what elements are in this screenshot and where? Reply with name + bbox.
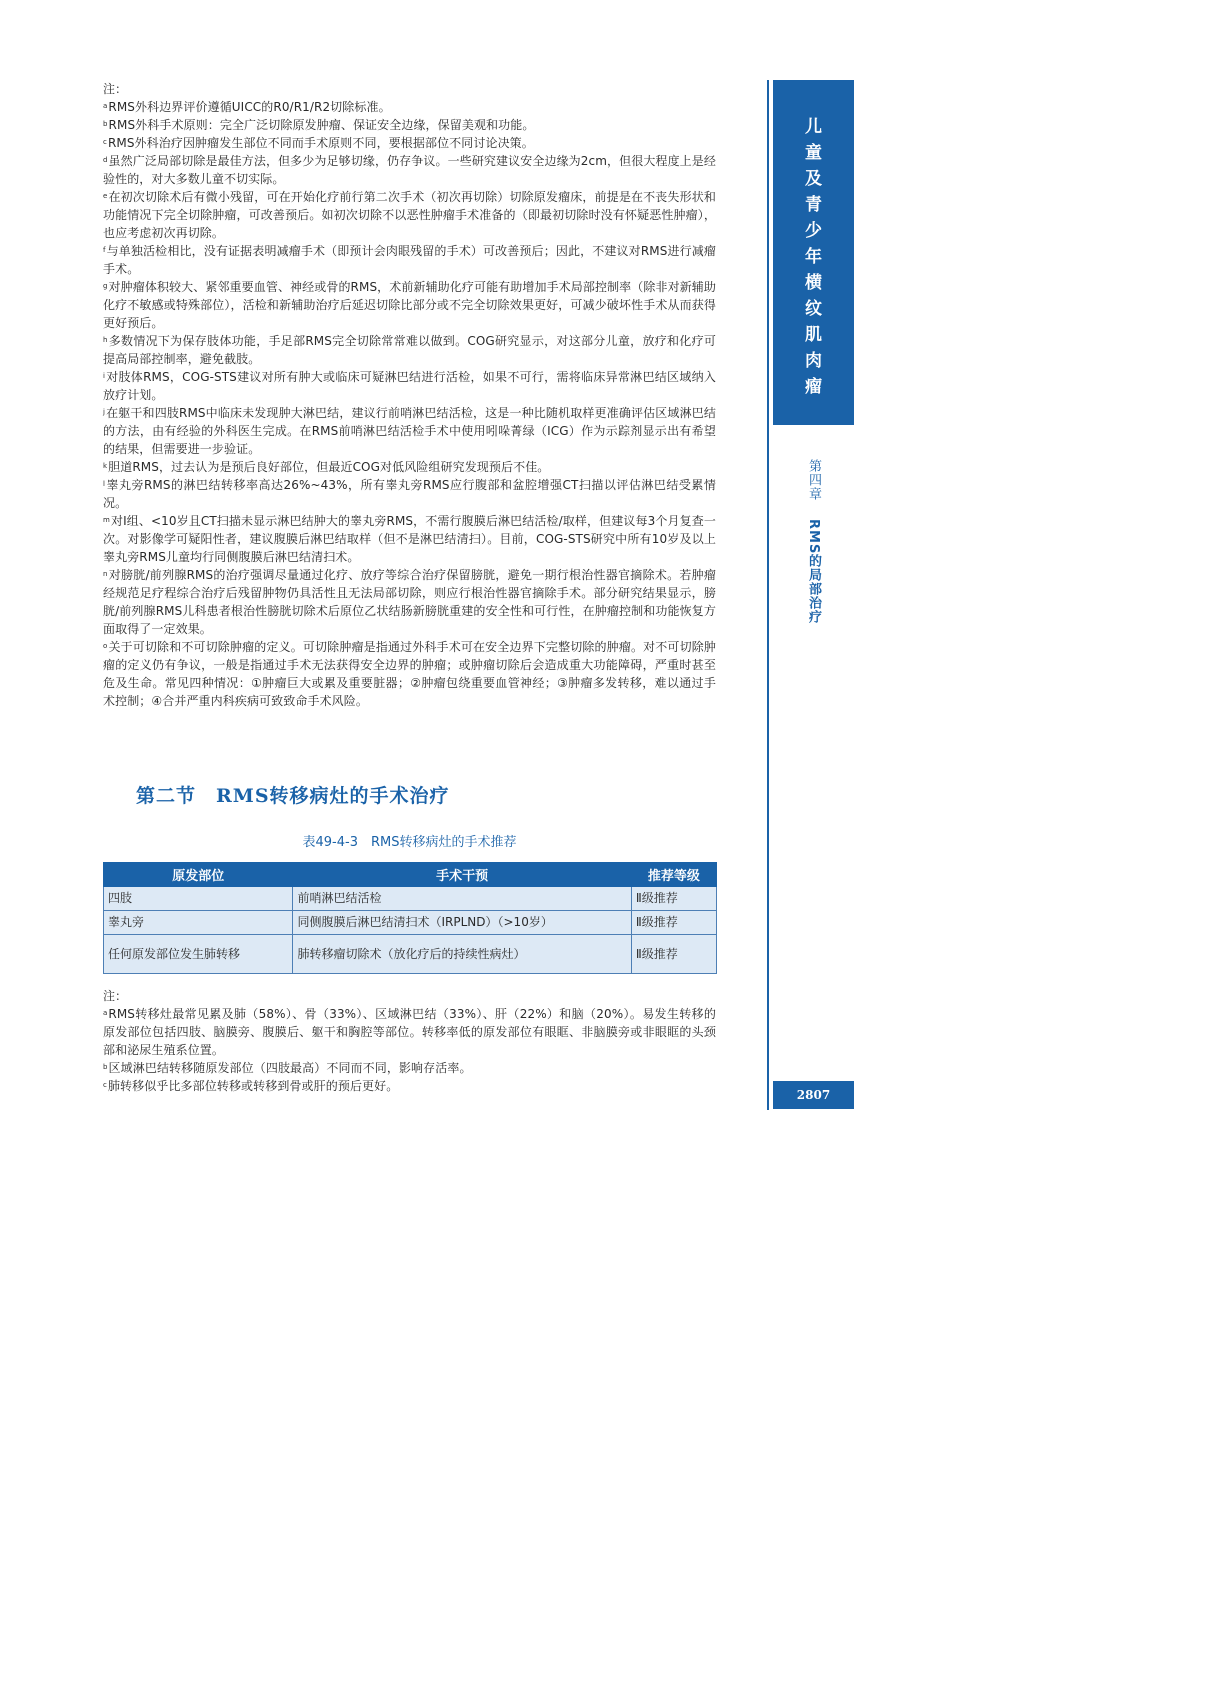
note-text: 关于可切除和不可切除肿瘤的定义。可切除肿瘤是指通过外科手术可在安全边界下完整切除的肿瘤。对不可切除肿瘤的定义仍有争议，一般是指通过手术无法获得安全边界的肿瘤；或肿瘤切除后会造成重大功能障碍，严重时甚至危及生命。常见四种情况：①肿瘤巨大或累及重要脏器；②肿瘤包绕重要血管神经；③肿瘤多发转移，难以通过手术控制；④合并严重内科疾病可致致命手术风险。 [103, 640, 716, 708]
sidebar-divider-line [767, 80, 769, 1110]
note-text: 多数情况下为保存肢体功能，手足部RMS完全切除常常难以做到。COG研究显示，对这部分儿童，放疗和化疗可提高局部控制率，避免截肢。 [103, 334, 716, 366]
note-marker: m [103, 516, 110, 524]
note-text: 对肿瘤体积较大、紧邻重要血管、神经或骨的RMS，术前新辅助化疗可能有助增加手术局部控制率（除非对新辅助化疗不敏感或特殊部位），活检和新辅助治疗后延迟切除比部分或不完全切除效果更好，可减少破坏性手术从而获得更好预后。 [103, 280, 716, 330]
note-text: RMS转移灶最常见累及肺（58%）、骨（33%）、区域淋巴结（33%）、肝（22%）和脑（20%）。易发生转移的原发部位包括四肢、脑膜旁、腹膜后、躯干和胸腔等部位。转移率低的原发部位有眼眶、非脑膜旁或非眼眶的头颈部和泌尿生殖系位置。 [103, 1007, 716, 1057]
note-text: 虽然广泛局部切除是最佳方法，但多少为足够切缘，仍存争议。一些研究建议安全边缘为2cm，但很大程度上是经验性的，对大多数儿童不切实际。 [103, 154, 716, 186]
note-text: 睾丸旁RMS的淋巴结转移率高达26%~43%，所有睾丸旁RMS应行腹部和盆腔增强CT扫描以评估淋巴结受累情况。 [103, 478, 716, 510]
book-title-char: 儿 [805, 117, 822, 137]
note-item [103, 242, 716, 278]
note-marker: i [103, 372, 106, 380]
cell-level: Ⅱ级推荐 [631, 911, 716, 935]
note-item [103, 134, 716, 152]
book-title-band [773, 80, 854, 425]
table-row [104, 911, 717, 935]
note-text: 区域淋巴结转移随原发部位（四肢最高）不同而不同，影响存活率。 [108, 1061, 472, 1075]
cell-level: Ⅱ级推荐 [631, 887, 716, 911]
note-marker: c [103, 138, 107, 146]
note-item [103, 152, 716, 188]
book-title-char: 肌 [805, 325, 822, 345]
table-caption: 表49-4-3 RMS转移病灶的手术推荐 [302, 835, 517, 850]
note-marker: b [103, 1063, 108, 1071]
note-text: RMS外科手术原则：完全广泛切除原发肿瘤、保证安全边缘，保留美观和功能。 [108, 118, 535, 132]
notes-block [103, 80, 716, 710]
note-marker: e [103, 192, 108, 200]
note-marker: c [103, 1081, 107, 1089]
note-text: 胆道RMS，过去认为是预后良好部位，但最近COG对低风险组研究发现预后不佳。 [108, 460, 550, 474]
note-item [103, 278, 716, 332]
book-title-char: 及 [805, 169, 822, 189]
note-text: 对肢体RMS，COG-STS建议对所有肿大或临床可疑淋巴结进行活检，如果不可行，需将临床异常淋巴结区域纳入放疗计划。 [103, 370, 716, 402]
book-title-char: 肉 [805, 351, 822, 371]
note-text: 在躯干和四肢RMS中临床未发现肿大淋巴结，建议行前哨淋巴结活检，这是一种比随机取样更准确评估区域淋巴结的方法，由有经验的外科医生完成。在RMS前哨淋巴结活检手术中使用吲哚菁绿（ICG）作为示踪剂显示出有希望的结果，但需要进一步验证。 [103, 406, 716, 456]
note-text: RMS外科治疗因肿瘤发生部位不同而手术原则不同，要根据部位不同讨论决策。 [107, 136, 534, 150]
note-marker: k [103, 462, 108, 470]
cell-site: 四肢 [104, 887, 293, 911]
note-item [103, 1077, 716, 1095]
cell-intervention: 同侧腹膜后淋巴结清扫术（IRPLND）（>10岁） [293, 911, 631, 935]
note-item [103, 476, 716, 512]
note-item [103, 116, 716, 134]
notes-list [103, 98, 716, 710]
note-item [103, 566, 716, 638]
note-item [103, 458, 716, 476]
header-primary-site: 原发部位 [104, 863, 293, 887]
note-text: RMS外科边界评价遵循UICC的R0/R1/R2切除标准。 [108, 100, 391, 114]
note-text: 对I组、<10岁且CT扫描未显示淋巴结肿大的睾丸旁RMS，不需行腹膜后淋巴结活检/取样，但建议每3个月复查一次。对影像学可疑阳性者，建议腹膜后淋巴结取样（但不是淋巴结清扫）。目前，COG-STS研究中所有10岁及以上睾丸旁RMS儿童均行同侧腹膜后淋巴结清扫术。 [103, 514, 716, 564]
header-surgical-intervention: 手术干预 [293, 863, 631, 887]
note-item [103, 1005, 716, 1059]
book-title-char: 青 [805, 195, 822, 215]
note-text: 肺转移似乎比多部位转移或转移到骨或肝的预后更好。 [107, 1079, 399, 1093]
cell-intervention: 肺转移瘤切除术（放化疗后的持续性病灶） [293, 935, 631, 974]
page-number: 2807 [773, 1081, 854, 1109]
cell-site: 睾丸旁 [104, 911, 293, 935]
chapter-title: RMS的局部治疗 [806, 519, 821, 625]
note-item [103, 1059, 716, 1077]
note-item [103, 638, 716, 710]
chapter-heading [798, 459, 828, 624]
book-title-char: 年 [805, 247, 822, 267]
notes-label: 注： [103, 82, 128, 96]
note-item [103, 332, 716, 368]
cell-intervention: 前哨淋巴结活检 [293, 887, 631, 911]
note-text: 在初次切除术后有微小残留，可在开始化疗前行第二次手术（初次再切除）切除原发瘤床，前提是在不丧失形状和功能情况下完全切除肿瘤，可改善预后。如初次切除不以恶性肿瘤手术准备的（即最初切除时没有怀疑恶性肿瘤），也应考虑初次再切除。 [103, 190, 716, 240]
note-text: 对膀胱/前列腺RMS的治疗强调尽量通过化疗、放疗等综合治疗保留膀胱，避免一期行根治性器官摘除术。若肿瘤经规范足疗程综合治疗后残留肿物仍具活性且无法局部切除，则应行根治性器官摘除手术。部分研究结果显示，膀胱/前列腺RMS儿科患者根治性膀胱切除术后原位乙状结肠新膀胱重建的安全性和可行性，在肿瘤控制和功能恢复方面取得了一定效果。 [103, 568, 716, 636]
note-marker: l [103, 480, 106, 488]
table-row [104, 887, 717, 911]
note-item [103, 512, 716, 566]
note-marker: h [103, 336, 108, 344]
note-item [103, 188, 716, 242]
note-text: 与单独活检相比，没有证据表明减瘤手术（即预计会肉眼残留的手术）可改善预后；因此，不建议对RMS进行减瘤手术。 [103, 244, 716, 276]
note-marker: a [103, 1009, 108, 1017]
note-item [103, 368, 716, 404]
note-marker: n [103, 570, 108, 578]
note-marker: a [103, 102, 108, 110]
table-notes-label: 注： [103, 989, 128, 1003]
note-item [103, 404, 716, 458]
table-notes-list [103, 1005, 716, 1095]
note-marker: b [103, 120, 108, 128]
recommendation-table [103, 862, 717, 974]
book-title-char: 少 [805, 221, 822, 241]
note-marker: g [103, 282, 108, 290]
book-title-char: 瘤 [805, 377, 822, 397]
note-marker: j [103, 408, 106, 416]
note-item [103, 98, 716, 116]
section-title: 第二节 RMS转移病灶的手术治疗 [136, 785, 450, 807]
book-title-char: 横 [805, 273, 822, 293]
note-marker: d [103, 156, 108, 164]
table-row [104, 935, 717, 974]
note-marker: f [103, 246, 106, 254]
cell-site: 任何原发部位发生肺转移 [104, 935, 293, 974]
table-notes-block [103, 987, 716, 1095]
table-header-row [104, 863, 717, 887]
header-recommendation-level: 推荐等级 [631, 863, 716, 887]
book-title-char: 纹 [805, 299, 822, 319]
book-title-char: 童 [805, 143, 822, 163]
chapter-label: 第四章 [806, 459, 821, 501]
cell-level: Ⅱ级推荐 [631, 935, 716, 974]
note-marker: o [103, 642, 108, 650]
